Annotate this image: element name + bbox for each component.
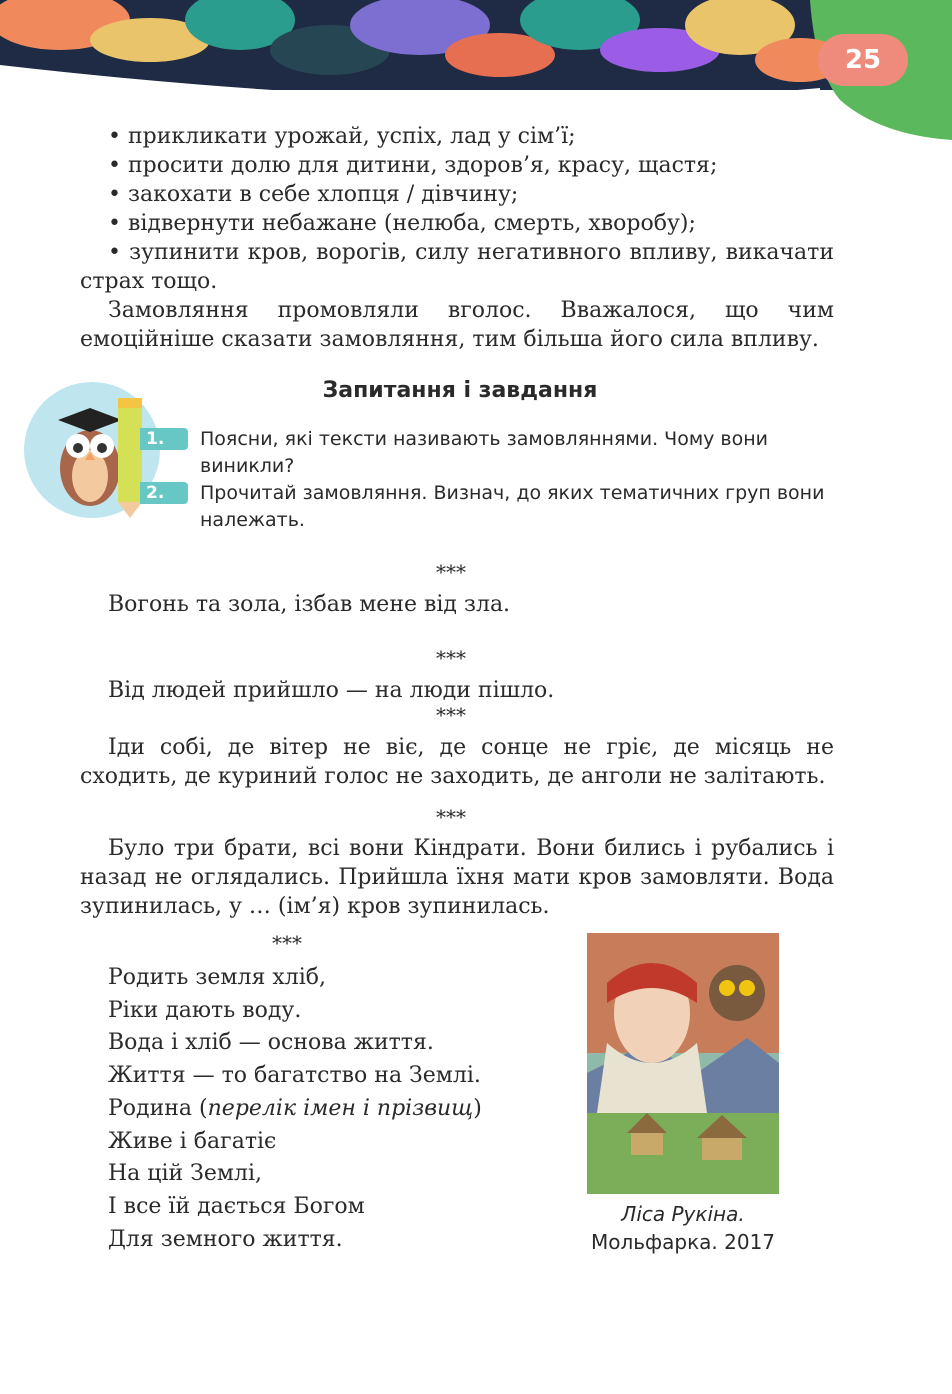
- poem-line: Вода і хліб — основа життя.: [108, 1030, 434, 1056]
- bullet-item: • прикликати урожай, успіх, лад у сім’ї;: [108, 124, 576, 149]
- poem-italic: перелік імен і прізвищ: [207, 1095, 474, 1121]
- poem-line: Ріки дають воду.: [108, 997, 302, 1023]
- poem-line: Родить земля хліб,: [108, 965, 327, 990]
- stars-separator: ***: [436, 560, 466, 584]
- poem-line: Живе і багатіє: [108, 1128, 277, 1154]
- charm-text: [80, 834, 834, 921]
- intro-paragraph: Замовляння промовляли вголос. Вважалося, що чим емоційніше сказати замовляння, тим більша його сила впливу.: [80, 298, 834, 352]
- stars-separator: ***: [436, 703, 466, 727]
- poem: [108, 962, 482, 1256]
- poem-text: Родина (: [108, 1095, 208, 1121]
- page-number: 25: [818, 34, 908, 86]
- task-number: 2.: [140, 482, 188, 504]
- caption: [560, 1200, 806, 1256]
- charm-paragraph: Іди собі, де вітер не віє, де сонце не гріє, де місяць не сходить, де куриний голос не заходить, де анголи не залітають.: [80, 735, 834, 789]
- charm-text: [80, 590, 834, 619]
- task-text: Поясни, які тексти називають замовляннями. Чому вони виникли?: [200, 428, 769, 477]
- bullet-item: • відвернути небажане (нелюба, смерть, хворобу);: [108, 211, 696, 236]
- charm-paragraph: Від людей прийшло — на люди пішло.: [108, 678, 555, 703]
- poem-line: І все їй дається Богом: [108, 1193, 365, 1219]
- header-decoration: [0, 0, 952, 140]
- bullet-item: • зупинити кров, ворогів, силу негативного впливу, викачати страх тощо.: [80, 240, 834, 294]
- bullet-item: • просити долю для дитини, здоров’я, красу, щастя;: [108, 153, 718, 178]
- stars-separator: ***: [436, 646, 466, 670]
- stars-separator: ***: [272, 931, 302, 955]
- bullet-item: • закохати в себе хлопця / дівчину;: [108, 182, 519, 207]
- poem-line: На цій Землі,: [108, 1161, 262, 1187]
- poem-line: [108, 1093, 482, 1126]
- poem-line: Для земного життя.: [108, 1226, 343, 1252]
- bullet-list: [80, 122, 834, 354]
- painting-image: [587, 933, 779, 1194]
- poem-line: Життя — то багатство на Землі.: [108, 1063, 481, 1089]
- caption-author: Ліса Рукіна.: [621, 1202, 745, 1226]
- charm-paragraph: Вогонь та зола, ізбав мене від зла.: [108, 592, 511, 617]
- charm-text: [80, 733, 834, 791]
- caption-title: Мольфарка. 2017: [590, 1230, 776, 1254]
- task-number: 1.: [140, 428, 188, 450]
- charm-text: [80, 676, 834, 705]
- charm-paragraph: Було три брати, всі вони Кіндрати. Вони бились і рубались і назад не оглядались. Прийшла їхня мати кров замовляти. Вода зупинилась, у … (ім’я) кров зупинилась.: [80, 836, 834, 919]
- stars-separator: ***: [436, 805, 466, 829]
- section-title: Запитання і завдання: [322, 378, 598, 403]
- poem-text: ): [473, 1095, 482, 1121]
- task-text: Прочитай замовляння. Визнач, до яких тематичних груп вони належать.: [200, 482, 825, 531]
